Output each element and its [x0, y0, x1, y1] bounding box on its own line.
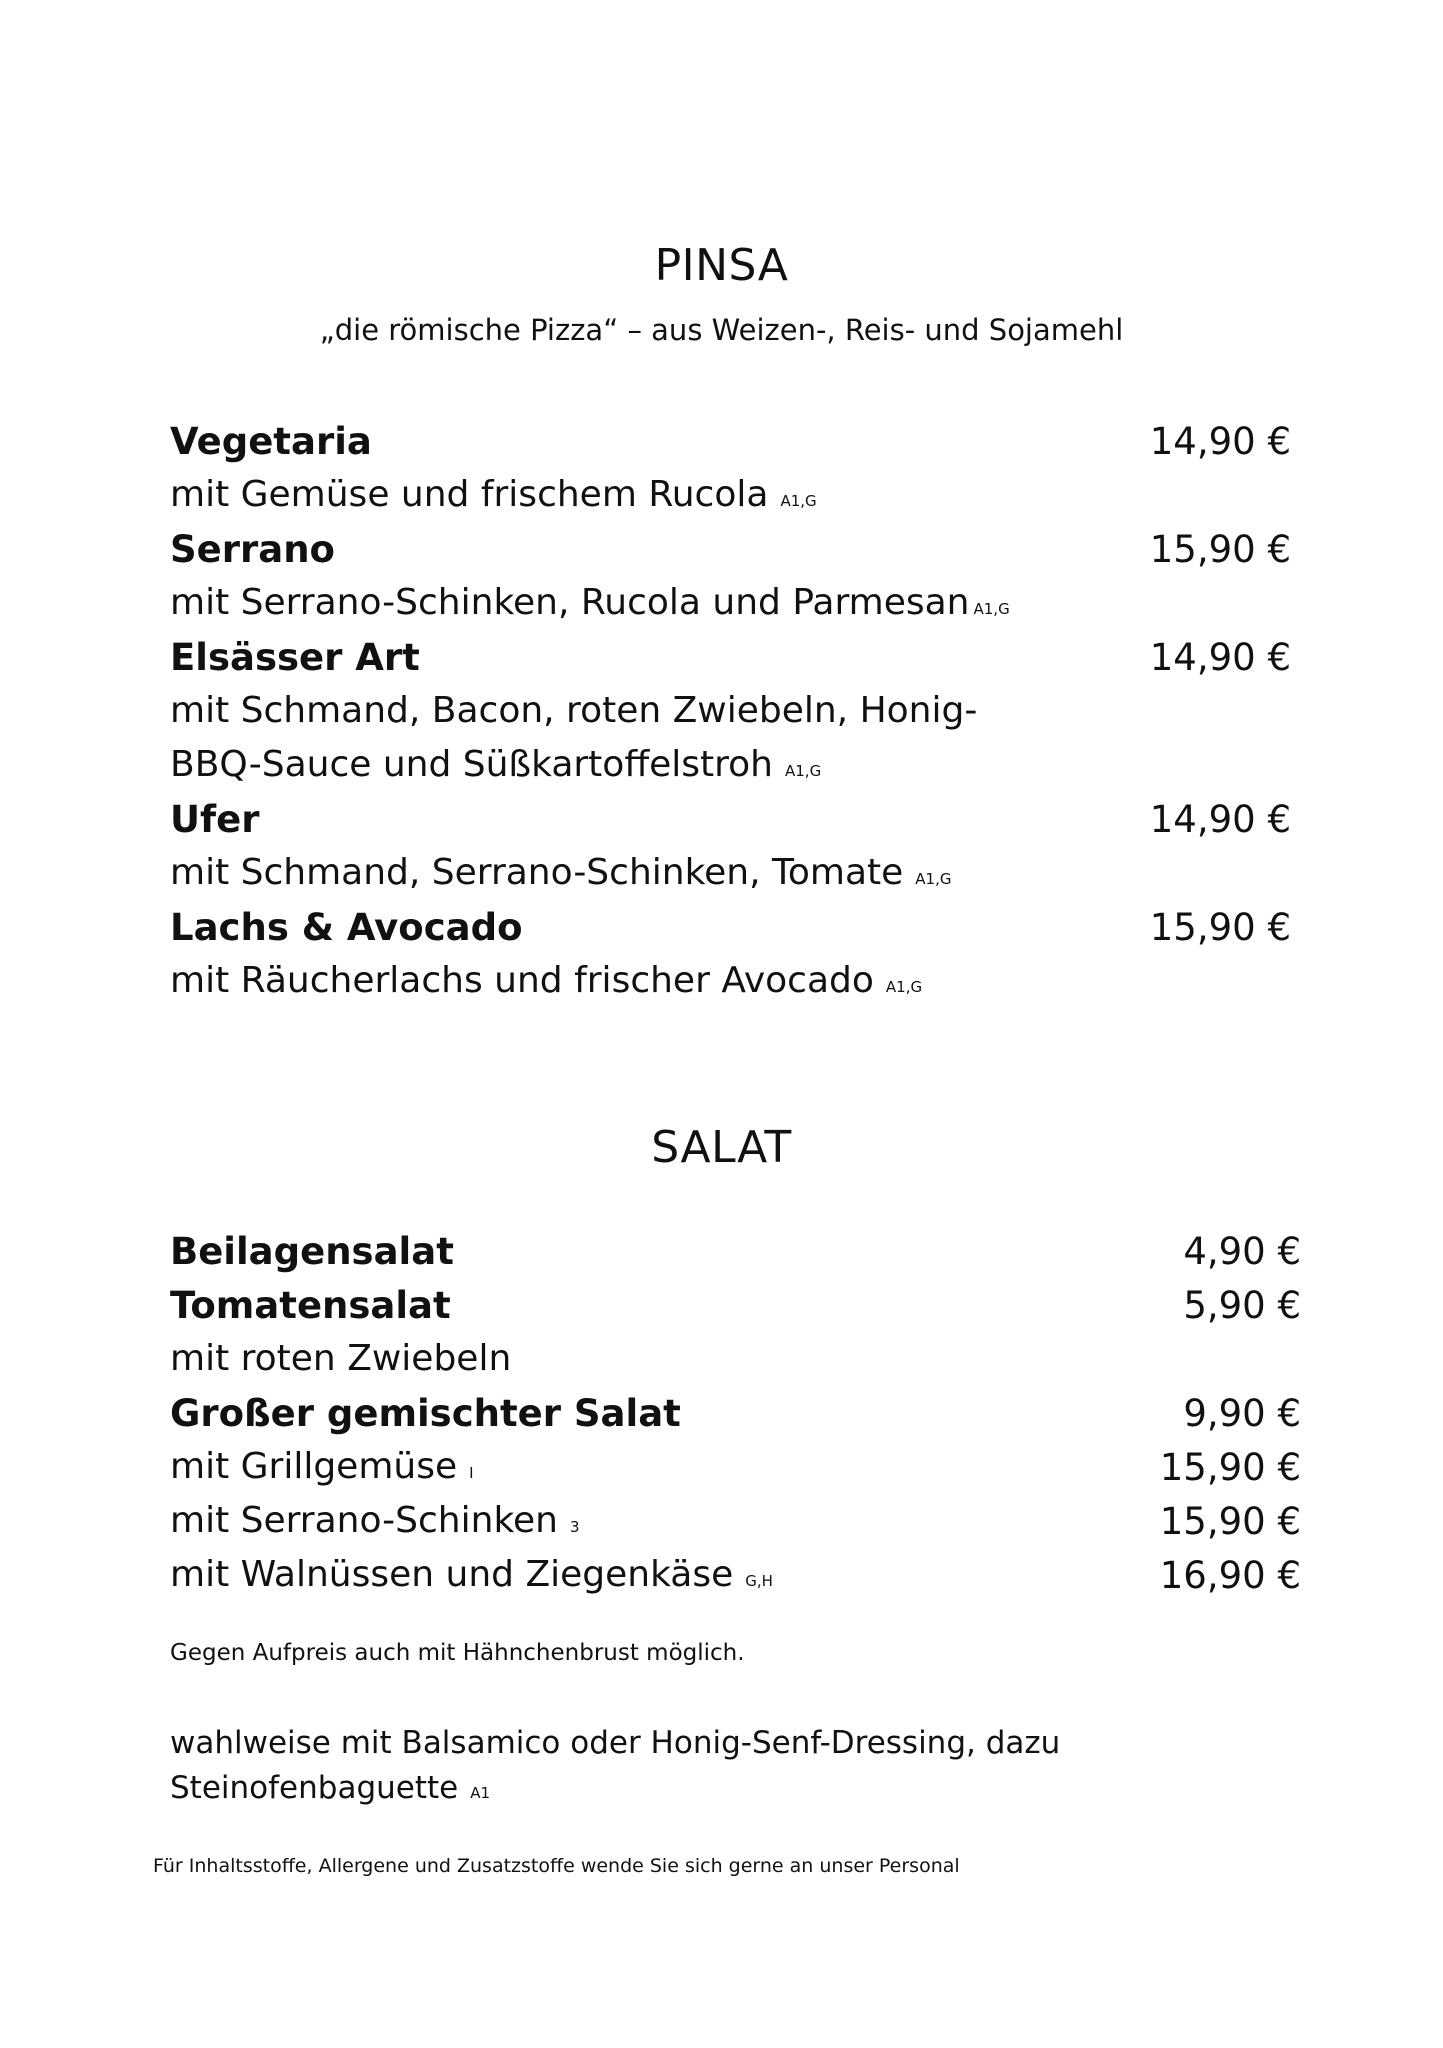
pinsa-item-desc: mit Schmand, Serrano-Schinken, Tomate A1,G — [170, 852, 952, 893]
pinsa-item-price: 15,90 € — [1149, 528, 1291, 571]
allergen-code: A1,G — [885, 978, 923, 996]
dressing-text: Steinofenbaguette A1 — [170, 1770, 491, 1806]
allergen-code: A1 — [470, 1784, 491, 1802]
allergen-code: I — [469, 1464, 474, 1482]
pinsa-item-name: Ufer — [170, 798, 260, 841]
pinsa-item-name: Serrano — [170, 528, 335, 571]
salat-option-price: 15,90 € — [1159, 1500, 1301, 1543]
allergen-code: 3 — [569, 1518, 580, 1536]
allergen-code: A1,G — [780, 492, 817, 510]
salat-item-desc: mit roten Zwiebeln — [170, 1338, 512, 1379]
pinsa-item-price: 14,90 € — [1149, 798, 1291, 841]
salat-option: mit Grillgemüse I — [170, 1446, 474, 1487]
pinsa-item-price: 14,90 € — [1149, 636, 1291, 679]
salat-option: mit Walnüssen und Ziegenkäse G,H — [170, 1554, 773, 1595]
pinsa-subtitle: „die römische Pizza“ – aus Weizen-, Reis- und Sojamehl — [319, 313, 1124, 347]
allergen-code: A1,G — [915, 870, 952, 888]
salat-option-price: 16,90 € — [1159, 1554, 1301, 1597]
salat-item-name: Großer gemischter Salat — [170, 1392, 681, 1435]
allergen-code: G,H — [745, 1572, 773, 1590]
pinsa-item-name: Elsässer Art — [170, 636, 420, 679]
salat-option: mit Serrano-Schinken 3 — [170, 1500, 580, 1541]
pinsa-item-desc: BBQ-Sauce und Süßkartoffelstroh A1,G — [170, 744, 822, 785]
pinsa-item-name: Vegetaria — [170, 420, 372, 463]
pinsa-item-price: 15,90 € — [1149, 906, 1291, 949]
salat-item-price: 9,90 € — [1183, 1392, 1301, 1435]
salat-note: Gegen Aufpreis auch mit Hähnchenbrust möglich. — [170, 1640, 745, 1666]
pinsa-item-name: Lachs & Avocado — [170, 906, 523, 949]
allergen-footer-note: Für Inhaltsstoffe, Allergene und Zusatzstoffe wende Sie sich gerne an unser Personal — [153, 1855, 960, 1877]
salat-title: SALAT — [651, 1122, 792, 1173]
allergen-code: A1,G — [785, 762, 822, 780]
pinsa-item-desc: mit Serrano-Schinken, Rucola und Parmesan A1,G — [170, 582, 1010, 623]
salat-item-price: 5,90 € — [1183, 1284, 1301, 1327]
pinsa-item-price: 14,90 € — [1149, 420, 1291, 463]
salat-item-name: Beilagensalat — [170, 1230, 454, 1273]
allergen-code: A1,G — [973, 600, 1010, 618]
pinsa-title: PINSA — [654, 240, 789, 291]
pinsa-item-desc: mit Räucherlachs und frischer Avocado A1,G — [170, 960, 923, 1001]
dressing-text: wahlweise mit Balsamico oder Honig-Senf-Dressing, dazu — [170, 1725, 1061, 1761]
salat-item-price: 4,90 € — [1183, 1230, 1301, 1273]
pinsa-item-desc: mit Gemüse und frischem Rucola A1,G — [170, 474, 817, 515]
pinsa-item-desc: mit Schmand, Bacon, roten Zwiebeln, Honig- — [170, 690, 978, 731]
salat-option-price: 15,90 € — [1159, 1446, 1301, 1489]
salat-item-name: Tomatensalat — [170, 1284, 451, 1327]
